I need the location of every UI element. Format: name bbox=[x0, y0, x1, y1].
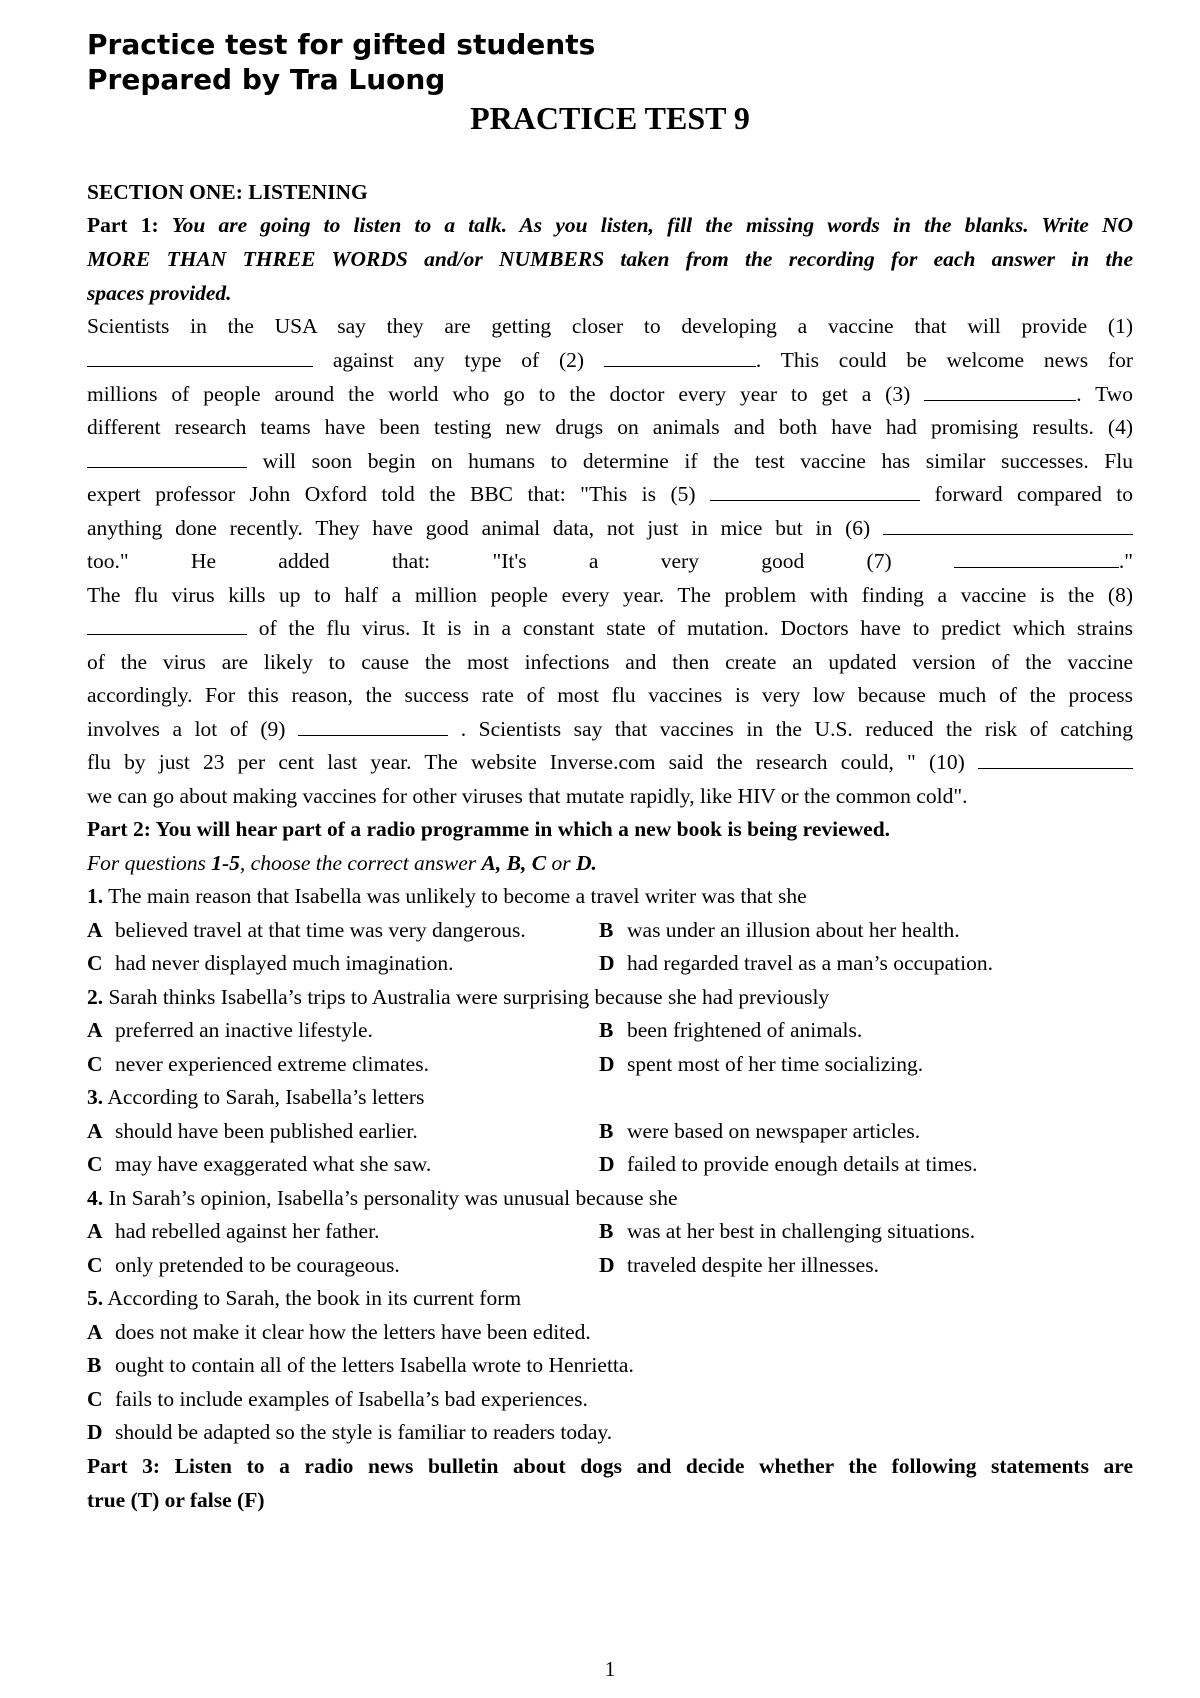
blank-10[interactable] bbox=[978, 750, 1133, 769]
option-d[interactable]: D should be adapted so the style is familiar to readers today. bbox=[87, 1420, 613, 1444]
blank-3[interactable] bbox=[924, 382, 1076, 401]
option-b[interactable]: B ought to contain all of the letters Isabella wrote to Henrietta. bbox=[87, 1353, 634, 1377]
part1-instruction-line2: MORE THAN THREE WORDS and/or NUMBERS taken from the recording for each answer in the bbox=[87, 247, 1133, 271]
blank-6[interactable] bbox=[883, 516, 1133, 535]
part1-instruction-line1: Part 1: You are going to listen to a talk. As you listen, fill the missing words in the blanks. Write NO bbox=[87, 213, 1134, 237]
blank-5[interactable] bbox=[710, 482, 920, 501]
option-b[interactable]: B was at her best in challenging situations. bbox=[599, 1219, 976, 1243]
part1-text-line: will soon begin on humans to determine if the test vaccine has similar successes. Flu bbox=[87, 447, 1133, 475]
part1-text-line: The flu virus kills up to half a million people every year. The problem with finding a vaccine is the (8) bbox=[87, 583, 1133, 607]
part1-text-line: flu by just 23 per cent last year. The website Inverse.com said the research could, " (10) bbox=[87, 748, 1133, 776]
blank-4[interactable] bbox=[87, 449, 247, 468]
part1-label: Part 1: bbox=[87, 213, 159, 237]
part1-text-line: of the flu virus. It is in a constant state of mutation. Doctors have to predict which strains bbox=[87, 614, 1133, 642]
part1-text-line: accordingly. For this reason, the success rate of most flu vaccines is very low because much of the process bbox=[87, 683, 1133, 707]
part1-text-line: millions of people around the world who go to the doctor every year to get a (3) . Two bbox=[87, 382, 1133, 406]
part1-text-line: against any type of (2) . This could be welcome news for bbox=[87, 346, 1133, 374]
part1-text-line: we can go about making vaccines for other viruses that mutate rapidly, like HIV or the common cold". bbox=[87, 784, 968, 808]
option-c[interactable]: C fails to include examples of Isabella’s bad experiences. bbox=[87, 1387, 588, 1411]
option-a[interactable]: A does not make it clear how the letters have been edited. bbox=[87, 1320, 591, 1344]
option-d[interactable]: D failed to provide enough details at times. bbox=[599, 1152, 978, 1176]
part3-heading-line2: true (T) or false (F) bbox=[87, 1488, 265, 1512]
part1-text-line: too." He added that: "It's a very good (7) ." bbox=[87, 549, 1134, 573]
part1-text-line: expert professor John Oxford told the BBC that: "This is (5) forward compared to bbox=[87, 482, 1134, 506]
option-c[interactable]: C only pretended to be courageous. bbox=[87, 1253, 400, 1277]
page-title: PRACTICE TEST 9 bbox=[470, 100, 750, 136]
question-5: 5. According to Sarah, the book in its current form bbox=[87, 1286, 522, 1310]
question-2: 2. Sarah thinks Isabella’s trips to Australia were surprising because she had previously bbox=[87, 985, 830, 1009]
option-d[interactable]: D had regarded travel as a man’s occupation. bbox=[599, 951, 993, 975]
part1-text-line: anything done recently. They have good animal data, not just in mice but in (6) bbox=[87, 514, 1133, 542]
option-a[interactable]: A preferred an inactive lifestyle. bbox=[87, 1018, 373, 1042]
part2-instruction: For questions 1-5, choose the correct answer A, B, C or D. bbox=[87, 851, 597, 875]
option-a[interactable]: A should have been published earlier. bbox=[87, 1119, 418, 1143]
part1-text-line: of the virus are likely to cause the most infections and then create an updated version of the vaccine bbox=[87, 650, 1133, 674]
page-number: 1 bbox=[604, 1657, 616, 1681]
part1-text-line: involves a lot of (9) . Scientists say that vaccines in the U.S. reduced the risk of catching bbox=[87, 717, 1134, 741]
option-a[interactable]: A believed travel at that time was very dangerous. bbox=[87, 918, 526, 942]
option-b[interactable]: B was under an illusion about her health. bbox=[599, 918, 960, 942]
part1-instruction-line3: spaces provided. bbox=[87, 281, 232, 305]
option-c[interactable]: C may have exaggerated what she saw. bbox=[87, 1152, 432, 1176]
part2-heading: Part 2: You will hear part of a radio programme in which a new book is being reviewed. bbox=[87, 817, 891, 841]
part1-text-line: Scientists in the USA say they are getting closer to developing a vaccine that will provide (1) bbox=[87, 314, 1133, 338]
header-line-1: Practice test for gifted students bbox=[87, 28, 596, 61]
option-b[interactable]: B were based on newspaper articles. bbox=[599, 1119, 921, 1143]
option-a[interactable]: A had rebelled against her father. bbox=[87, 1219, 380, 1243]
blank-7[interactable] bbox=[954, 549, 1119, 568]
part3-heading: Part 3: Listen to a radio news bulletin about dogs and decide whether the following statements are bbox=[87, 1454, 1133, 1478]
blank-2[interactable] bbox=[604, 348, 756, 367]
option-d[interactable]: D traveled despite her illnesses. bbox=[599, 1253, 879, 1277]
option-d[interactable]: D spent most of her time socializing. bbox=[599, 1052, 924, 1076]
question-3: 3. According to Sarah, Isabella’s letters bbox=[87, 1085, 425, 1109]
option-b[interactable]: B been frightened of animals. bbox=[599, 1018, 863, 1042]
option-c[interactable]: C had never displayed much imagination. bbox=[87, 951, 454, 975]
part1-text-line: different research teams have been testing new drugs on animals and both have had promising results. (4) bbox=[87, 415, 1133, 439]
header-line-2: Prepared by Tra Luong bbox=[87, 63, 446, 96]
question-4: 4. In Sarah’s opinion, Isabella’s personality was unusual because she bbox=[87, 1186, 678, 1210]
option-c[interactable]: C never experienced extreme climates. bbox=[87, 1052, 429, 1076]
section-heading: SECTION ONE: LISTENING bbox=[87, 180, 368, 204]
blank-8[interactable] bbox=[87, 616, 247, 635]
blank-9[interactable] bbox=[298, 717, 448, 736]
blank-1[interactable] bbox=[87, 348, 313, 367]
question-1: 1. The main reason that Isabella was unlikely to become a travel writer was that she bbox=[87, 884, 807, 908]
